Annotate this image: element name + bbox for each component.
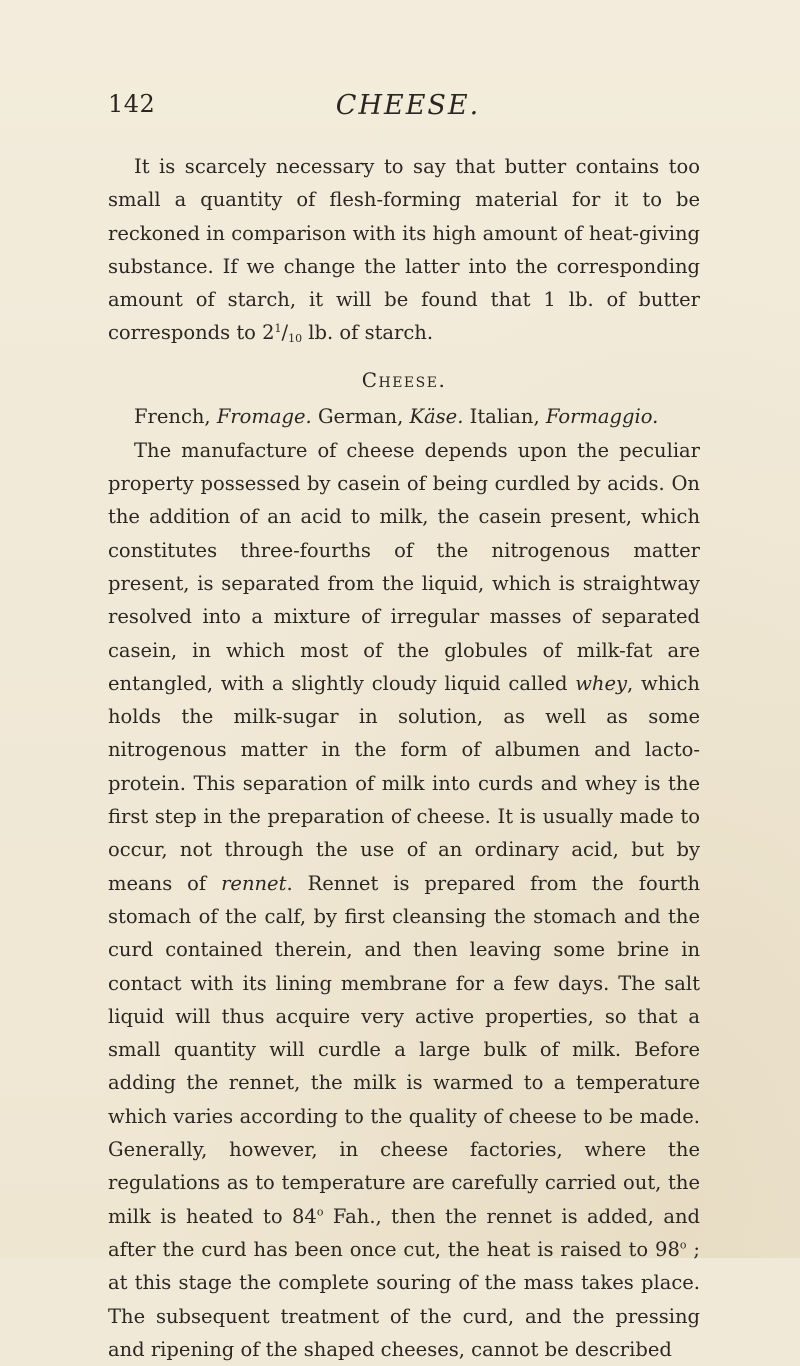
whey-term: whey (575, 671, 628, 695)
french-word: Fromage. (216, 404, 312, 428)
paragraph-text: ; at this stage the complete souring of the mass takes place. The subsequent treatment of the curd, and the pressing and ripening of the shaped cheeses, cannot be described (108, 1237, 700, 1361)
fraction-numerator: 1 (274, 322, 282, 336)
french-label: French, (134, 404, 217, 428)
body-text (108, 150, 700, 1366)
paragraph-text: It is scarcely necessary to say that butter contains too small a quantity of flesh-forming material for it to be reckoned in comparison with its high amount of heat-giving substance. If we change the latter into the corresponding amount of starch, it will be found that 1 lb. of butter corresponds to 2 (108, 155, 700, 345)
paragraph-text: , which holds the milk-sugar in solution, as well as some nitrogenous matter in the form of albumen and lacto-protein. This separation of milk into curds and whey is the first step in the preparation of cheese. It is usually made to occur, not through the use of an ordinary acid, but by means of (108, 671, 700, 895)
paragraph-text: lb. of starch. (302, 321, 434, 345)
rennet-term: rennet (221, 871, 287, 895)
paragraph-text: . Rennet is prepared from the fourth stomach of the calf, by first cleansing the stomach and the curd contained therein, and then leaving some brine in contact with its lining membrane for a few days. The salt liquid will thus acquire very active properties, so that a small quantity will curdle a large bulk of milk. Before adding the rennet, the milk is warmed to a temperature which varies according to the quality of cheese to be made. Generally, however, in cheese factories, where the regulations as to temperature are carefully carried out, the milk is heated to 84 (108, 871, 700, 1228)
german-word: Käse. (409, 404, 464, 428)
fraction (275, 321, 303, 344)
page-number: 142 (108, 90, 156, 118)
fraction-denominator: 10 (288, 332, 303, 346)
running-title: CHEESE. (335, 90, 481, 121)
running-head (108, 90, 708, 130)
degree-mark: o (679, 1238, 687, 1252)
language-names-line (108, 400, 700, 434)
italian-word: Formaggio. (545, 404, 659, 428)
section-heading: Cheese. (361, 367, 447, 392)
paragraph-text: Fah., then the rennet is added, and after the curd has been once cut, the heat is raised to 98 (108, 1204, 700, 1261)
fraction-slash: / (281, 321, 289, 345)
paragraph-butter-starch (108, 150, 700, 350)
german-label: German, (311, 404, 410, 428)
paragraph-cheese-manufacture (108, 434, 700, 1366)
degree-mark: o (316, 1205, 324, 1219)
italian-label: Italian, (463, 404, 546, 428)
paragraph-text: The manufacture of cheese depends upon the peculiar property possessed by casein of being curdled by acids. On the addition of an acid to milk, the casein present, which constitutes three-fourths of the nitrogenous matter present, is separated from the liquid, which is straightway resolved into a mixture of irregular masses of separated casein, in which most of the globules of milk-fat are entangled, with a slightly cloudy liquid called (108, 438, 700, 695)
